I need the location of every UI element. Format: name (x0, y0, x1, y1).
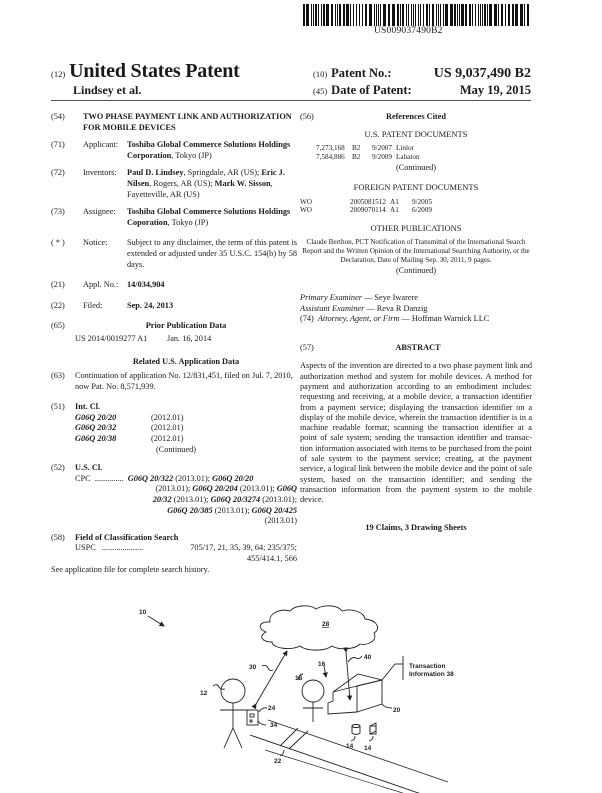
field-label: Assignee: (83, 207, 116, 217)
applicant-location: , Tokyo (JP) (171, 150, 212, 160)
label-item: 14 (346, 743, 354, 750)
field-label: Applicant: (83, 140, 119, 150)
barcode-bar (376, 4, 377, 26)
doc-kind: A1 (390, 197, 399, 206)
barcode-bar (383, 4, 386, 26)
int-cl-class: G06Q 20/20 (75, 412, 117, 422)
barcode-bar (413, 4, 414, 26)
barcode-bar (527, 4, 529, 26)
int-cl-version: (2012.01) (151, 423, 184, 433)
int-cl-version: (2012.01) (151, 412, 184, 422)
barcode (303, 4, 531, 26)
cpc-version: (2013.01); (212, 505, 252, 515)
inventor-name: Mark W. Sisson (214, 178, 271, 188)
header-right (313, 66, 531, 100)
cpc-class: G06Q 20/204 (192, 484, 238, 494)
field-code: (51) (51, 402, 65, 412)
us-docs-list (316, 144, 532, 161)
notice-field (51, 238, 297, 270)
field-label: Inventors: (83, 168, 117, 178)
notice-text: Subject to any disclaimer, the term of this patent is extended or adjusted under 35 U.S.C. 154(b) by 58 days. (127, 238, 297, 269)
field-label: Notice: (83, 238, 108, 248)
appl-no-value: 14/034,904 (127, 280, 165, 290)
attorney-name: — Hoffman Warnick LLC (399, 314, 490, 324)
field-code: (56) (300, 112, 314, 121)
barcode-bar (408, 4, 409, 26)
barcode-bar (494, 4, 497, 26)
cpc-version: (2013.01); (237, 484, 277, 494)
barcode-bar (323, 4, 325, 26)
doc-date: 9/2005 (412, 197, 432, 206)
cpc-line (75, 506, 297, 517)
inventors-field (51, 168, 297, 200)
label-system: 10 (139, 609, 147, 616)
label-device: 24 (268, 705, 276, 712)
inventor-short: Lindsey et al. (73, 83, 142, 97)
search-history-note: See application file for complete search history. (51, 564, 210, 574)
cpc-class: G06Q 20/20 (212, 473, 254, 483)
barcode-bar (331, 4, 333, 26)
assistant-examiner-name: — Reva R Danzig (364, 303, 428, 313)
kind-code: (12) (51, 69, 66, 79)
barcode-bar (337, 4, 338, 26)
int-cl-row (75, 423, 297, 434)
barcode-bar (397, 4, 399, 26)
other-pubs-continued: (Continued) (395, 266, 437, 276)
barcode-bar (362, 4, 363, 26)
barcode-bar (454, 4, 456, 26)
related-text: Continuation of application No. 12/831,451, filed on Jul. 7, 2010, now Pat. No. 8,571,939. (75, 371, 293, 391)
doc-name: Linlor (396, 144, 414, 153)
claims-summary: 19 Claims, 3 Drawing Sheets (365, 523, 467, 533)
field-code: ( * ) (51, 238, 65, 248)
cpc-class: G06Q (276, 484, 297, 494)
barcode-bar (343, 4, 345, 26)
uspc-dots: .................... (101, 543, 144, 553)
barcode-bar (478, 4, 479, 26)
barcode-bar (420, 4, 421, 26)
assignee-name: Toshiba Global Commerce Solutions Holdings Coporation (127, 207, 291, 227)
barcode-bar (418, 4, 419, 26)
cpc-version: (2013.01); (171, 495, 211, 505)
barcode-bar (465, 4, 467, 26)
field-code: (65) (51, 321, 65, 331)
field-code: (63) (51, 371, 65, 381)
inventor-location: , Fayetteville, AR (US) (127, 178, 273, 199)
barcode-bar (508, 4, 510, 26)
barcode-bar (335, 4, 336, 26)
int-cl-class: G06Q 20/32 (75, 423, 117, 433)
cpc-version: (2013.01) (264, 516, 297, 526)
barcode-bar (498, 4, 499, 26)
field-label: Filed: (83, 300, 103, 310)
int-cl-row (75, 434, 297, 445)
inventor-location: , Springdale, AR (US); (183, 168, 260, 178)
barcode-bar (369, 4, 372, 26)
barcode-bar (315, 4, 317, 26)
barcode-bar (445, 4, 448, 26)
references-heading: References Cited (386, 112, 446, 121)
field-search-field (51, 533, 297, 544)
us-cl-field (51, 463, 297, 474)
header-left (51, 60, 240, 98)
barcode-bar (392, 4, 395, 26)
title-field (51, 112, 297, 133)
int-cl-table (75, 413, 297, 455)
label-store: 16 (318, 661, 326, 668)
cpc-dots: .............. (94, 473, 124, 483)
barcode-bar (359, 4, 360, 26)
related-heading: Related U.S. Application Data (132, 356, 240, 366)
barcode-bar (461, 4, 464, 26)
foreign-doc-row (300, 206, 532, 215)
us-docs-heading: U.S. PATENT DOCUMENTS (364, 128, 468, 139)
barcode-bar (472, 4, 473, 26)
uspc-values: 705/17, 21, 35, 39, 64; 235/375; (190, 543, 297, 553)
invention-title: TWO PHASE PAYMENT LINK AND AUTHORIZATION FOR MOBILE DEVICES (83, 112, 292, 132)
barcode-bar (389, 4, 390, 26)
label-transaction-info: Information 38 (409, 671, 454, 678)
doc-date: 6/2009 (412, 206, 432, 215)
related-field (51, 371, 297, 392)
barcode-bar (388, 4, 389, 26)
barcode-bar (505, 4, 506, 26)
cpc-class: 20/32 (152, 495, 172, 505)
examiners (300, 293, 532, 325)
barcode-bar (350, 4, 351, 26)
customer-head (221, 679, 245, 703)
label-cloud: 28 (322, 621, 330, 628)
prior-pub-field (51, 321, 297, 332)
abstract-heading: ABSTRACT (395, 342, 441, 352)
doc-date: 9/2009 (372, 152, 392, 161)
patent-number-row (313, 66, 531, 83)
prior-pub-number: US 2014/0019277 A1 (75, 333, 148, 343)
label-belt: 22 (274, 758, 282, 765)
cpc-line (75, 495, 297, 506)
doc-kind: A1 (390, 206, 399, 215)
document-title: United States Patent (69, 60, 240, 82)
barcode-bar (469, 4, 471, 26)
barcode-bar (378, 4, 379, 26)
cpc-version: (2013.01); (260, 495, 297, 505)
barcode-bar (482, 4, 483, 26)
foreign-docs-heading: FOREIGN PATENT DOCUMENTS (353, 181, 479, 192)
barcode-bar (303, 4, 305, 26)
uspc-line (75, 543, 297, 554)
barcode-bar (356, 4, 357, 26)
other-pub-text: Claude Berthon, PCT Notification of Transmittal of the International Search Report and the Written Opinion of the International Searching Authority, or the Declaration, Date of Mailing Sep. 30, 2011, 9 pages. (302, 238, 530, 265)
uspc-block (75, 543, 297, 564)
inventor-name: Eric J. Nilsen (127, 168, 285, 188)
barcode-bar (311, 4, 312, 26)
int-cl-row (75, 413, 297, 424)
link-40 (346, 652, 350, 700)
doc-number: 2009070114 (350, 206, 386, 215)
barcode-bar (365, 4, 367, 26)
barcode-bar (426, 4, 428, 26)
barcode-bar (346, 4, 349, 26)
barcode-bar (515, 4, 518, 26)
header-divider (51, 100, 531, 101)
label-pos: 20 (393, 707, 401, 714)
patent-number-label: Patent No.: (331, 66, 392, 80)
inventor-location: , Rogers, AR (US); (149, 178, 213, 188)
field-code: (21) (51, 280, 65, 290)
field-code: (52) (51, 463, 65, 473)
primary-examiner (300, 293, 532, 304)
barcode-bar (443, 4, 444, 26)
doc-country: WO (300, 197, 312, 206)
foreign-doc-row (300, 198, 532, 207)
barcode-bar (457, 4, 458, 26)
barcode-bar (480, 4, 481, 26)
barcode-bar (475, 4, 476, 26)
references-heading-row (300, 112, 532, 123)
field-code: (22) (51, 300, 65, 310)
int-cl-field (51, 402, 297, 413)
clerk-head (302, 680, 324, 702)
right-column (300, 112, 532, 534)
barcode-bar (411, 4, 412, 26)
applicant-field (51, 140, 297, 161)
abstract-text: Aspects of the invention are directed to a two phase payment link and authorization method and system for mobile devices. A method for payment and authorization according to an embodiment includes: requesting and receiving, at a mobile device, a transaction identifier from a payment service; displaying the transaction identifier on a display of the mobile device, wherein the transaction identifier is in a machine readable format; scanning the transaction identifier at a point of sale system; sending the transaction identifier and transaction information associated with items to be purchased from the point of sale system to the payment service; creating, at the payment service, a logical link between the mobile device and the point of sale system, based on the transaction identifier; and sending the transaction information from the payment system to the mobile device. (300, 361, 532, 505)
assignee-field (51, 207, 297, 228)
mobile-device (247, 710, 258, 725)
doc-name: Labaton (396, 152, 420, 161)
doc-country: WO (300, 206, 312, 215)
uspc-values-cont: 455/414.1, 566 (246, 554, 297, 563)
patent-date-row (313, 83, 531, 100)
barcode-bar (402, 4, 404, 26)
left-column (51, 112, 297, 575)
barcode-bar (489, 4, 492, 26)
primary-examiner-name: — Seye Iwarere (361, 292, 418, 302)
barcode-bar (400, 4, 401, 26)
system-leader (148, 616, 164, 626)
prior-pub-row (75, 334, 297, 345)
barcode-bar (440, 4, 441, 26)
barcode-bar (380, 4, 381, 26)
barcode-bar (436, 4, 437, 26)
barcode-bar (321, 4, 322, 26)
attorney-code: (74) (300, 314, 314, 324)
attorney (300, 314, 532, 325)
int-cl-continued: (Continued) (155, 444, 197, 454)
barcode-bar (339, 4, 341, 26)
cpc-block (75, 474, 297, 527)
field-code: (54) (51, 112, 65, 121)
doc-number: 7,273,168 (316, 144, 345, 153)
primary-examiner-label: Primary Examiner (300, 292, 362, 302)
other-pubs-heading: OTHER PUBLICATIONS (370, 222, 462, 233)
barcode-bar (501, 4, 503, 26)
label-item: 14 (364, 745, 372, 752)
us-cl-heading: U.S. Cl. (75, 463, 103, 473)
us-doc-row (316, 144, 532, 153)
barcode-number: US009037490B2 (374, 26, 443, 36)
filed-value: Sep. 24, 2013 (127, 300, 174, 310)
doc-kind: B2 (352, 144, 361, 153)
cpc-first-line (75, 474, 297, 485)
field-code: (58) (51, 532, 65, 542)
appl-no-field (51, 280, 297, 291)
field-code: (73) (51, 207, 65, 217)
cpc-version: (2013.01); (155, 484, 193, 494)
assignee-value (127, 207, 297, 228)
doc-number: 7,584,886 (316, 152, 345, 161)
foreign-docs-list (300, 198, 532, 215)
assistant-examiner-label: Assistant Examiner (300, 303, 365, 313)
inventor-name: Paul D. Lindsey (127, 168, 184, 178)
barcode-bar (318, 4, 319, 26)
cpc-class: G06Q 20/385 (167, 505, 213, 515)
barcode-bar (432, 4, 434, 26)
field-label: Appl. No.: (83, 280, 119, 290)
assignee-location: , Tokyo (JP) (167, 217, 209, 227)
abstract-heading-row (300, 343, 532, 354)
doc-number: 2005081512 (350, 197, 386, 206)
field-search-heading: Field of Classification Search (75, 532, 179, 542)
label-display: 34 (270, 722, 278, 729)
field-code: (57) (300, 342, 314, 352)
patent-date-code: (45) (313, 86, 328, 96)
int-cl-version: (2012.01) (151, 434, 184, 444)
cpc-class: G06Q 20/322 (127, 473, 174, 483)
cpc-class: G06Q 20/425 (251, 505, 297, 515)
applicant-value (127, 140, 297, 161)
doc-kind: B2 (352, 152, 361, 161)
inventors-value (127, 168, 297, 200)
barcode-bar (313, 4, 314, 26)
cpc-class: G06Q 20/3274 (210, 495, 261, 505)
cpc-line (128, 474, 254, 485)
int-cl-class: G06Q 20/38 (75, 434, 117, 444)
barcode-bar (512, 4, 514, 26)
label-link-40: 40 (364, 654, 372, 661)
field-code: (71) (51, 140, 65, 150)
barcode-bar (429, 4, 430, 26)
barcode-bar (306, 4, 309, 26)
barcode-bar (406, 4, 407, 26)
filed-field (51, 301, 297, 312)
barcode-bar (450, 4, 453, 26)
patent-number-value: US 9,037,490 B2 (433, 66, 531, 81)
attorney-label: Attorney, Agent, or Firm (317, 314, 400, 324)
cpc-version: (2013.01); (173, 473, 213, 483)
barcode-bar (438, 4, 439, 26)
assistant-examiner (300, 304, 532, 315)
label-transaction-info: Transaction (409, 663, 446, 670)
cpc-line (75, 516, 297, 527)
barcode-bar (487, 4, 488, 26)
barcode-bar (326, 4, 329, 26)
patent-date-label: Date of Patent: (331, 83, 412, 97)
us-docs-continued: (Continued) (395, 163, 437, 173)
prior-pub-date: Jan. 16, 2014 (167, 333, 212, 343)
barcode-bar (353, 4, 354, 26)
barcode-bar (415, 4, 416, 26)
barcode-bar (484, 4, 486, 26)
patent-date-value: May 19, 2015 (459, 83, 531, 97)
patent-number-code: (10) (313, 69, 328, 79)
applicant-name: Toshiba Global Commerce Solutions Holdings Corporation (127, 140, 291, 160)
us-doc-row (316, 153, 532, 162)
cpc-label: CPC (75, 473, 91, 483)
doc-date: 9/2007 (372, 144, 392, 153)
cloud-network (260, 606, 377, 650)
barcode-bar (524, 4, 525, 26)
barcode-bar (423, 4, 424, 26)
int-cl-heading: Int. Cl. (75, 402, 101, 412)
cpc-line (75, 484, 297, 495)
patent-drawing (120, 600, 480, 793)
barcode-bar (374, 4, 375, 26)
link-30 (256, 651, 287, 704)
uspc-label: USPC (75, 543, 96, 553)
prior-pub-heading: Prior Publication Data (145, 321, 227, 331)
label-link-30: 30 (249, 664, 257, 671)
label-customer: 12 (200, 690, 208, 697)
barcode-bar (520, 4, 523, 26)
barcode-bar (459, 4, 460, 26)
field-code: (72) (51, 168, 65, 178)
label-clerk: 18 (295, 675, 303, 682)
